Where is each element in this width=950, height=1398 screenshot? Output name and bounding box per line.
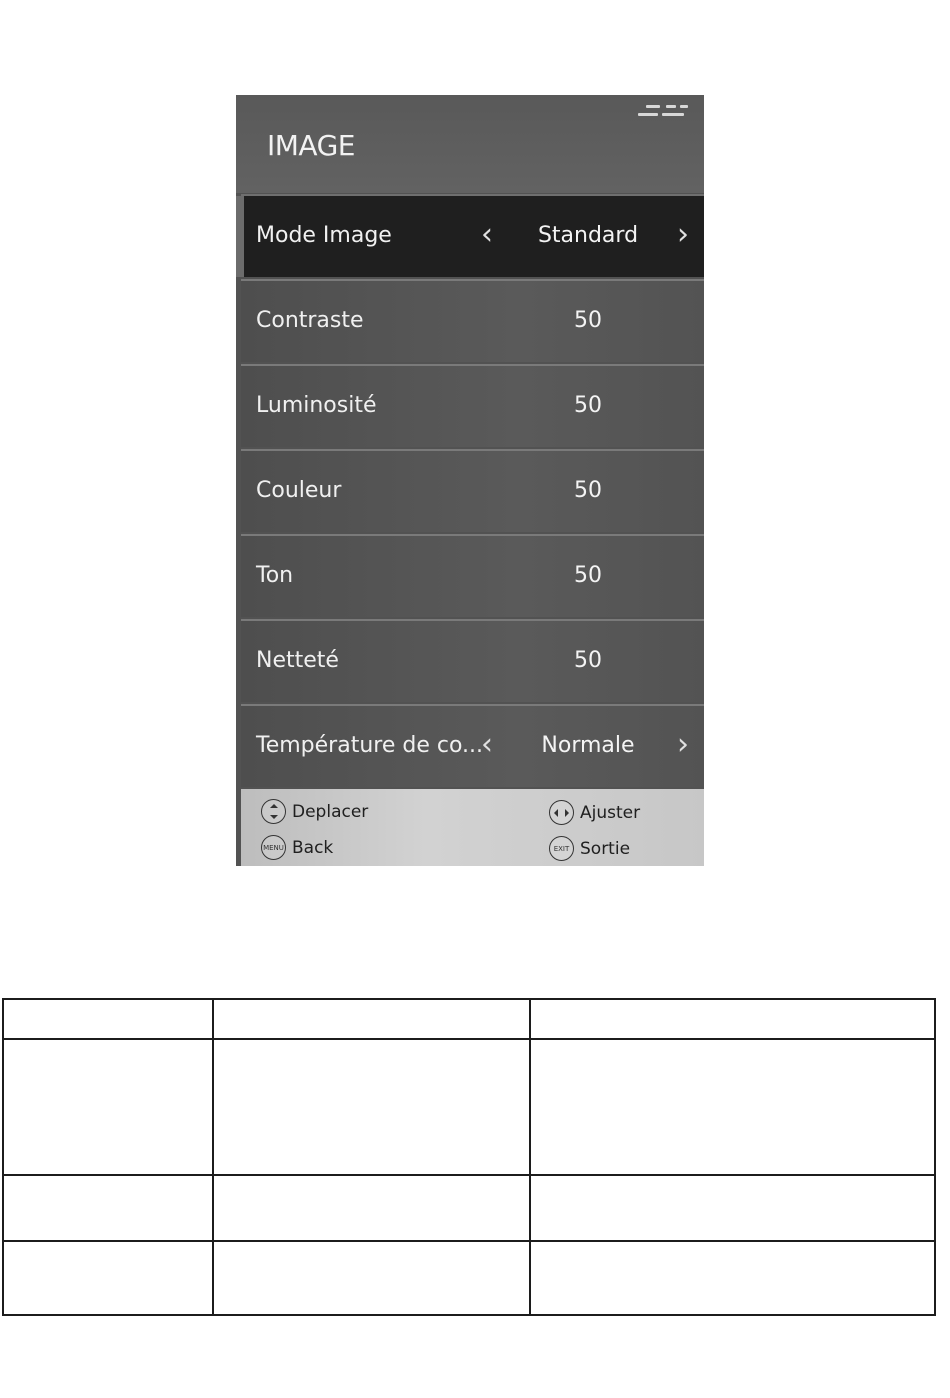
exit-key-icon: EXIT [549,836,574,861]
table-cell [213,999,530,1039]
menu-row-luminosite[interactable] [241,364,704,447]
table-row [3,1175,935,1241]
menu-header [236,95,704,193]
left-right-arrows-icon [549,800,574,825]
table-cell [213,1241,530,1315]
table-cell [530,1241,935,1315]
chevron-right-icon[interactable]: › [677,217,689,252]
chevron-right-icon[interactable]: › [677,727,689,762]
row-value: 50 [574,563,602,588]
row-value: Standard [537,223,639,248]
hint-adjust [549,800,640,825]
signal-marks-icon [636,101,694,123]
picture-settings-menu [236,95,704,866]
row-value: 50 [574,478,602,503]
menu-title: IMAGE [267,129,355,162]
table-row [3,1241,935,1315]
table-row [3,999,935,1039]
hint-exit [549,836,630,861]
menu-row-temperature-couleur[interactable] [241,704,704,787]
row-value: Normale [541,733,635,758]
hint-exit-label: Sortie [580,838,631,859]
menu-row-ton[interactable] [241,534,704,617]
empty-table [2,998,936,1316]
hint-back [261,835,333,860]
menu-row-mode-image[interactable] [241,194,704,277]
row-value: 50 [574,308,602,333]
row-label: Mode Image [256,223,392,248]
table-cell [530,1039,935,1175]
row-label: Ton [256,563,294,588]
menu-key-icon: MENU [261,835,286,860]
table-cell [3,1039,213,1175]
table-cell [3,999,213,1039]
row-label: Luminosité [256,393,377,418]
hint-move [261,799,368,824]
table-cell [3,1241,213,1315]
hint-adjust-label: Ajuster [580,802,641,823]
chevron-left-icon[interactable]: ‹ [481,217,493,252]
menu-row-contraste[interactable] [241,279,704,362]
hint-back-label: Back [292,837,334,858]
table-cell [213,1039,530,1175]
table-cell [213,1175,530,1241]
hint-move-label: Deplacer [292,801,369,822]
menu-row-couleur[interactable] [241,449,704,532]
row-label: Température de co... [256,733,483,758]
row-value: 50 [574,393,602,418]
row-label: Couleur [256,478,342,503]
row-label: Contraste [256,308,364,333]
table-row [3,1039,935,1175]
table-cell [530,999,935,1039]
chevron-left-icon[interactable]: ‹ [481,727,493,762]
row-value: 50 [574,648,602,673]
row-label: Netteté [256,648,339,673]
table-cell [530,1175,935,1241]
menu-row-nettete[interactable] [241,619,704,702]
up-down-arrows-icon [261,799,286,824]
table-cell [3,1175,213,1241]
menu-footer-hints [241,789,704,866]
